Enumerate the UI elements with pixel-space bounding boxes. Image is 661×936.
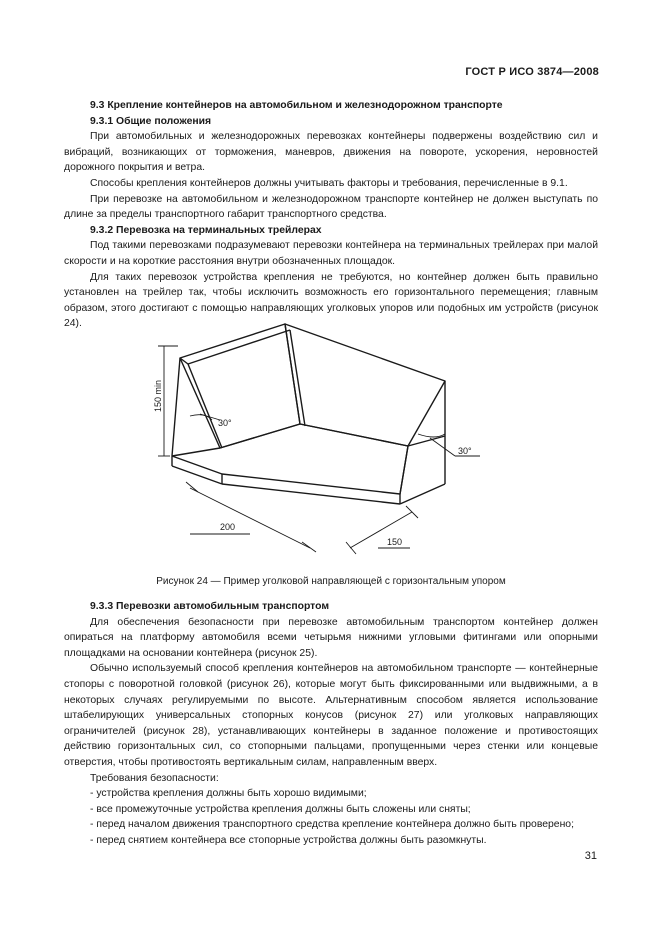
length-dim-line bbox=[190, 488, 310, 548]
width-dim-label: 150 bbox=[387, 537, 403, 547]
list-item: - перед снятием контейнера все стопорные устройства должны быть разомкнуты. bbox=[90, 834, 487, 846]
paragraph: Способы крепления контейнеров должны учитывать факторы и требования, перечисленные в 9.1. bbox=[90, 177, 568, 189]
section-9-3-3 bbox=[64, 599, 598, 849]
document-id-header: ГОСТ Р ИСО 3874—2008 bbox=[465, 66, 599, 78]
paragraph: Под такими перевозками подразумевают перевозки контейнера на терминальных трейлерах при малой скорости и на короткие расстояния внутри обозначенных площадок. bbox=[64, 240, 598, 267]
paragraph: Для обеспечения безопасности при перевозке автомобильным транспортом контейнер должен опираться на платформу автомобиля всеми четырьмя нижними угловыми фитингами или опорными площадками на основании контейнера (рисунок 25). bbox=[64, 616, 598, 659]
height-dim-label: 150 min bbox=[153, 379, 163, 412]
paragraph: Требования безопасности: bbox=[90, 772, 219, 784]
right-angle-label: 30° bbox=[458, 446, 472, 456]
section-heading: 9.3 Крепление контейнеров на автомобильном и железнодорожном транспорте bbox=[90, 100, 503, 111]
subsection-heading: 9.3.3 Перевозки автомобильным транспортом bbox=[90, 601, 330, 612]
paragraph: Обычно используемый способ крепления контейнеров на автомобильном транспорте — контейнерные стопоры с поворотной головкой (рисунок 26), которые могут быть фиксированными или выдвижными, а в некоторых случаях регулируемыми по высоте. Альтернативным способом является использование штабелирующих универсальных стопорных конусов (рисунок 27) или уголковых направляющих ограничителей (рисунок 28), устанавливающих контейнеры в заданное положение и противостоящих действию горизонтальных сил, со стопорными пальцами, пропущенными через стенки или концевые отверстия, чтобы противостоять вертикальным силам, направленным вверх. bbox=[64, 663, 598, 768]
section-9-3 bbox=[64, 98, 598, 332]
subsection-heading: 9.3.2 Перевозка на терминальных трейлерах bbox=[90, 224, 322, 236]
subsection-heading: 9.3.1 Общие положения bbox=[90, 115, 212, 127]
base-plate bbox=[172, 424, 408, 494]
paragraph: При автомобильных и железнодорожных перевозках контейнеры подвержены воздействию сил и вибраций, возникающих от торможения, маневров, движения на повороте, ускорения, неровностей дорожного покрытия и ветра. bbox=[64, 131, 598, 174]
list-item: - перед началом движения транспортного средства крепление контейнера должно быть проверено; bbox=[90, 819, 574, 831]
page-number: 31 bbox=[584, 850, 597, 862]
right-wall bbox=[285, 324, 445, 446]
length-dim-label: 200 bbox=[220, 522, 236, 532]
paragraph: При перевозке на автомобильном и железнодорожном транспорте контейнер не должен выступать по длине за пределы транспортного габарит транспортного средства. bbox=[64, 193, 598, 221]
list-item: - устройства крепления должны быть хорошо видимыми; bbox=[90, 788, 367, 800]
left-angle-label: 30° bbox=[218, 418, 232, 428]
paragraph: Для таких перевозок устройства крепления не требуются, но контейнер должен быть правильно установлен на трейлер так, чтобы исключить возможность его горизонтального перемещения; главным образом, этого достигают с помощью направляющих уголковых упоров или подобных им устройств (рисунок 24). bbox=[64, 271, 598, 330]
corner-guide-drawing bbox=[150, 316, 510, 561]
list-item: - все промежуточные устройства крепления должны быть сложены или сняты; bbox=[90, 803, 471, 815]
figure-caption: Рисунок 24 — Пример уголковой направляющей с горизонтальным упором bbox=[156, 576, 506, 587]
width-dim-line bbox=[350, 512, 412, 548]
